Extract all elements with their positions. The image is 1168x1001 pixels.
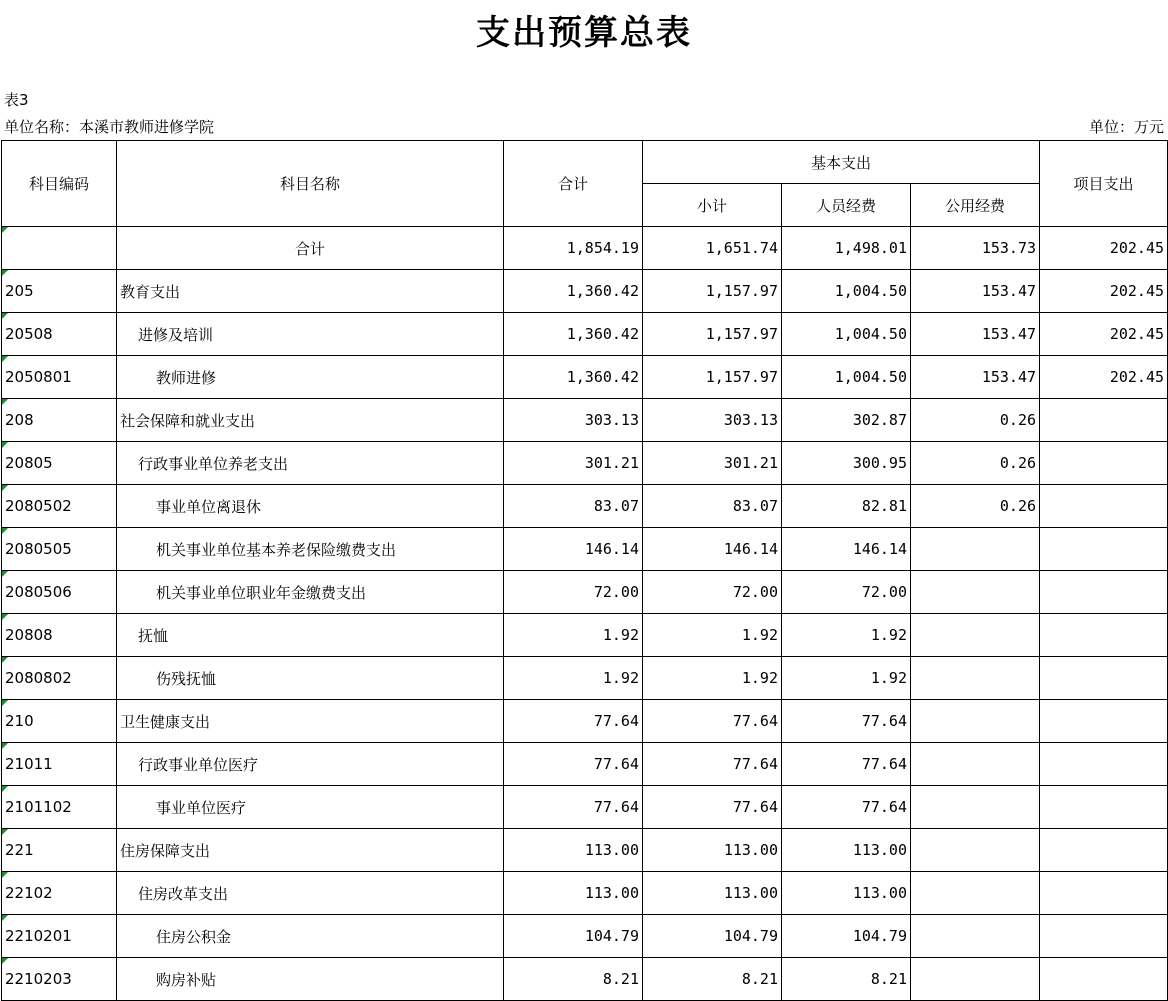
cell-project [1040, 442, 1168, 485]
cell-code: 2080506 [2, 571, 117, 614]
currency-unit-label: 单位：万元 [1088, 118, 1164, 136]
cell-name: 购房补贴 [117, 958, 504, 1001]
cell-name: 住房改革支出 [117, 872, 504, 915]
page-title: 支出预算总表 [476, 13, 692, 53]
cell-total: 1.92 [504, 657, 643, 700]
header-project: 项目支出 [1040, 141, 1168, 227]
cell-code: 20805 [2, 442, 117, 485]
cell-code: 20808 [2, 614, 117, 657]
table-row [2, 915, 1168, 958]
cell-name: 伤残抚恤 [117, 657, 504, 700]
cell-public [911, 700, 1040, 743]
cell-name: 教育支出 [117, 270, 504, 313]
cell-total: 113.00 [504, 872, 643, 915]
cell-name: 机关事业单位基本养老保险缴费支出 [117, 528, 504, 571]
cell-project [1040, 915, 1168, 958]
cell-subtotal: 1,157.97 [643, 356, 782, 399]
table-number: 表3 [4, 91, 29, 109]
table-row [2, 614, 1168, 657]
cell-project: 202.45 [1040, 356, 1168, 399]
cell-name: 合计 [117, 227, 504, 270]
table-row [2, 657, 1168, 700]
header-personnel: 人员经费 [782, 184, 911, 227]
cell-project [1040, 657, 1168, 700]
unit-name-label: 单位名称：本溪市教师进修学院 [4, 118, 215, 136]
cell-project [1040, 571, 1168, 614]
cell-total: 83.07 [504, 485, 643, 528]
cell-code: 2210201 [2, 915, 117, 958]
table-row [2, 399, 1168, 442]
cell-total: 1,360.42 [504, 313, 643, 356]
cell-personnel: 302.87 [782, 399, 911, 442]
cell-personnel: 77.64 [782, 700, 911, 743]
header-total: 合计 [504, 141, 643, 227]
cell-public: 153.47 [911, 270, 1040, 313]
table-row [2, 313, 1168, 356]
cell-personnel: 104.79 [782, 915, 911, 958]
cell-public: 0.26 [911, 442, 1040, 485]
cell-personnel: 113.00 [782, 829, 911, 872]
cell-total: 77.64 [504, 743, 643, 786]
cell-code: 2080502 [2, 485, 117, 528]
cell-code: 20508 [2, 313, 117, 356]
table-row [2, 958, 1168, 1001]
cell-project: 202.45 [1040, 227, 1168, 270]
cell-personnel: 1.92 [782, 657, 911, 700]
cell-total: 1,854.19 [504, 227, 643, 270]
cell-personnel: 1,004.50 [782, 356, 911, 399]
cell-project [1040, 786, 1168, 829]
header-name: 科目名称 [117, 141, 504, 227]
cell-name: 卫生健康支出 [117, 700, 504, 743]
table-body [2, 227, 1168, 1001]
cell-public: 0.26 [911, 485, 1040, 528]
table-header [2, 141, 1168, 227]
cell-personnel: 1,004.50 [782, 313, 911, 356]
table-row [2, 700, 1168, 743]
cell-subtotal: 113.00 [643, 872, 782, 915]
cell-personnel: 72.00 [782, 571, 911, 614]
table-row [2, 227, 1168, 270]
cell-name: 住房保障支出 [117, 829, 504, 872]
header-code: 科目编码 [2, 141, 117, 227]
cell-personnel: 8.21 [782, 958, 911, 1001]
table-row [2, 829, 1168, 872]
cell-project [1040, 958, 1168, 1001]
cell-subtotal: 77.64 [643, 743, 782, 786]
cell-total: 301.21 [504, 442, 643, 485]
cell-project [1040, 743, 1168, 786]
cell-personnel: 300.95 [782, 442, 911, 485]
cell-name: 行政事业单位医疗 [117, 743, 504, 786]
cell-public: 153.47 [911, 313, 1040, 356]
cell-total: 113.00 [504, 829, 643, 872]
cell-name: 社会保障和就业支出 [117, 399, 504, 442]
cell-total: 303.13 [504, 399, 643, 442]
cell-total: 1,360.42 [504, 356, 643, 399]
cell-subtotal: 1,157.97 [643, 313, 782, 356]
cell-subtotal: 1.92 [643, 614, 782, 657]
cell-personnel: 1.92 [782, 614, 911, 657]
cell-personnel: 1,004.50 [782, 270, 911, 313]
cell-total: 8.21 [504, 958, 643, 1001]
cell-subtotal: 104.79 [643, 915, 782, 958]
cell-total: 77.64 [504, 786, 643, 829]
header-subtotal: 小计 [643, 184, 782, 227]
cell-total: 1.92 [504, 614, 643, 657]
cell-public [911, 915, 1040, 958]
cell-project: 202.45 [1040, 270, 1168, 313]
cell-public [911, 528, 1040, 571]
cell-total: 1,360.42 [504, 270, 643, 313]
cell-public [911, 872, 1040, 915]
cell-subtotal: 301.21 [643, 442, 782, 485]
table-row [2, 528, 1168, 571]
cell-subtotal: 303.13 [643, 399, 782, 442]
table-row [2, 786, 1168, 829]
cell-public [911, 958, 1040, 1001]
cell-project [1040, 700, 1168, 743]
cell-project [1040, 399, 1168, 442]
cell-project [1040, 528, 1168, 571]
table-row [2, 442, 1168, 485]
cell-name: 机关事业单位职业年金缴费支出 [117, 571, 504, 614]
cell-subtotal: 77.64 [643, 786, 782, 829]
cell-public [911, 743, 1040, 786]
cell-personnel: 82.81 [782, 485, 911, 528]
header-basic: 基本支出 [643, 141, 1040, 184]
cell-code: 21011 [2, 743, 117, 786]
cell-personnel: 77.64 [782, 743, 911, 786]
cell-personnel: 77.64 [782, 786, 911, 829]
cell-total: 77.64 [504, 700, 643, 743]
table-row [2, 872, 1168, 915]
cell-total: 146.14 [504, 528, 643, 571]
cell-project [1040, 829, 1168, 872]
cell-total: 72.00 [504, 571, 643, 614]
cell-code: 205 [2, 270, 117, 313]
cell-public: 153.47 [911, 356, 1040, 399]
cell-code [2, 227, 117, 270]
header-public: 公用经费 [911, 184, 1040, 227]
cell-code: 2080505 [2, 528, 117, 571]
cell-name: 行政事业单位养老支出 [117, 442, 504, 485]
cell-subtotal: 1.92 [643, 657, 782, 700]
cell-code: 210 [2, 700, 117, 743]
cell-code: 2080802 [2, 657, 117, 700]
cell-code: 208 [2, 399, 117, 442]
cell-personnel: 146.14 [782, 528, 911, 571]
cell-subtotal: 72.00 [643, 571, 782, 614]
cell-public: 0.26 [911, 399, 1040, 442]
cell-subtotal: 113.00 [643, 829, 782, 872]
cell-public [911, 829, 1040, 872]
cell-public [911, 657, 1040, 700]
cell-name: 事业单位离退休 [117, 485, 504, 528]
cell-subtotal: 1,157.97 [643, 270, 782, 313]
cell-name: 事业单位医疗 [117, 786, 504, 829]
cell-public [911, 571, 1040, 614]
table-row [2, 270, 1168, 313]
cell-code: 22102 [2, 872, 117, 915]
cell-name: 教师进修 [117, 356, 504, 399]
cell-project [1040, 614, 1168, 657]
cell-subtotal: 8.21 [643, 958, 782, 1001]
table-row [2, 571, 1168, 614]
cell-name: 住房公积金 [117, 915, 504, 958]
cell-code: 2101102 [2, 786, 117, 829]
table-row [2, 356, 1168, 399]
cell-public [911, 614, 1040, 657]
cell-project [1040, 485, 1168, 528]
cell-project [1040, 872, 1168, 915]
table-row [2, 743, 1168, 786]
cell-public [911, 786, 1040, 829]
cell-personnel: 113.00 [782, 872, 911, 915]
cell-subtotal: 1,651.74 [643, 227, 782, 270]
cell-name: 抚恤 [117, 614, 504, 657]
cell-total: 104.79 [504, 915, 643, 958]
cell-personnel: 1,498.01 [782, 227, 911, 270]
cell-subtotal: 77.64 [643, 700, 782, 743]
cell-public: 153.73 [911, 227, 1040, 270]
cell-code: 2050801 [2, 356, 117, 399]
table-row [2, 485, 1168, 528]
cell-code: 221 [2, 829, 117, 872]
expenditure-budget-table [1, 140, 1168, 1001]
cell-name: 进修及培训 [117, 313, 504, 356]
cell-code: 2210203 [2, 958, 117, 1001]
cell-subtotal: 83.07 [643, 485, 782, 528]
cell-subtotal: 146.14 [643, 528, 782, 571]
cell-project: 202.45 [1040, 313, 1168, 356]
